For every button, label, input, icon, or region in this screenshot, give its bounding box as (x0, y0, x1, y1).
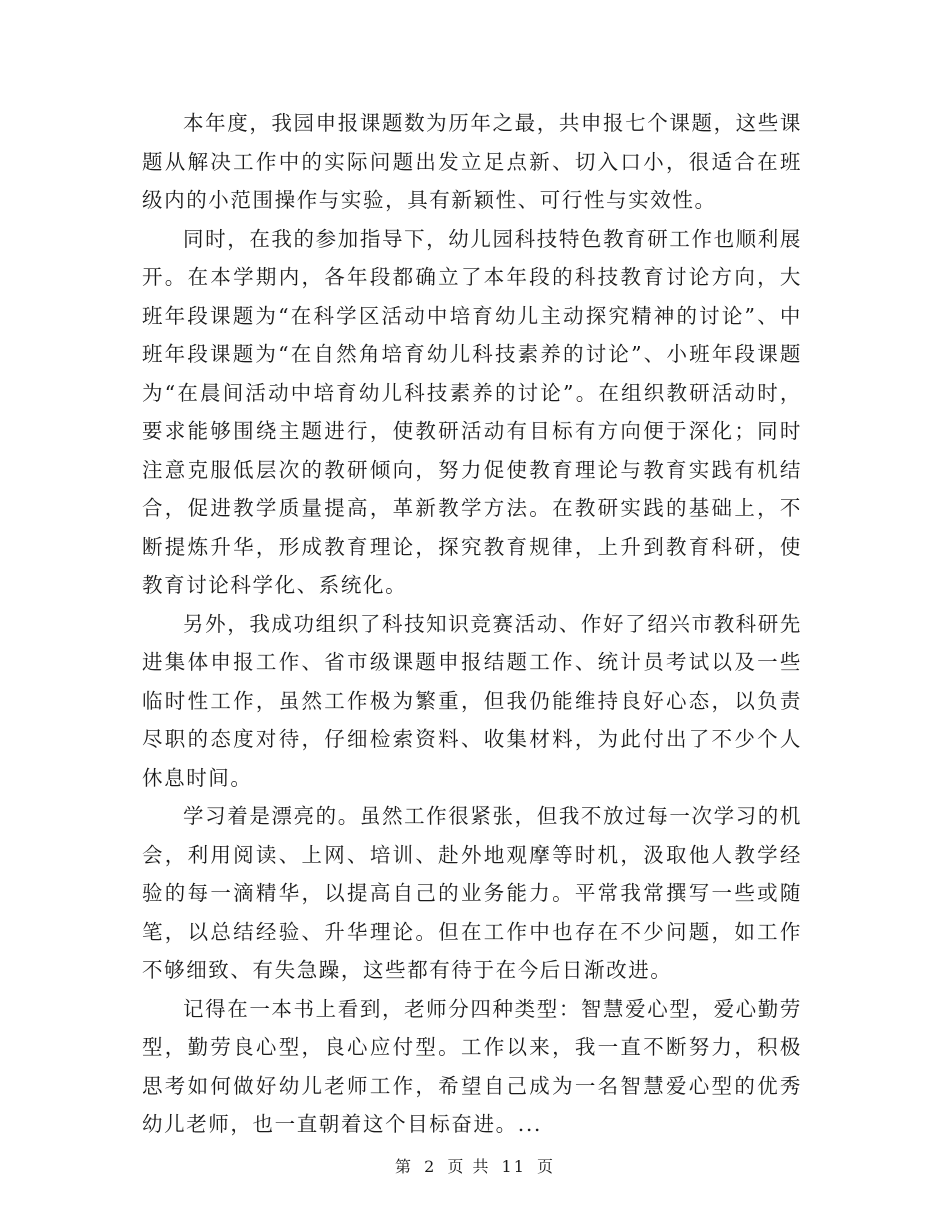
footer-total-pages: 11 (501, 1157, 526, 1176)
page-footer (0, 1154, 950, 1177)
document-body (142, 104, 802, 1144)
paragraph-5: 记得在一本书上看到，老师分四种类型：智慧爱心型，爱心勤劳型，勤劳良心型，良心应付型。工作以来，我一直不断努力，积极思考如何做好幼儿老师工作，希望自己成为一名智慧爱心型的优秀幼儿老师，也一直朝着这个目标奋进。... (142, 996, 802, 1136)
footer-prefix: 第 (394, 1157, 413, 1176)
footer-suffix: 页 (537, 1157, 556, 1176)
paragraph-3: 另外，我成功组织了科技知识竞赛活动、作好了绍兴市教科研先进集体申报工作、省市级课题申报结题工作、统计员考试以及一些临时性工作，虽然工作极为繁重，但我仍能维持良好心态，以负责尽职的态度对待，仔细检索资料、收集材料，为此付出了不少个人休息时间。 (142, 611, 802, 790)
footer-page-number: 2 (424, 1157, 437, 1176)
paragraph-4: 学习着是漂亮的。虽然工作很紧张，但我不放过每一次学习的机会，利用阅读、上网、培训、赴外地观摩等时机，汲取他人教学经验的每一滴精华，以提高自己的业务能力。平常我常撰写一些或随笔，以总结经验、升华理论。但在工作中也存在不少问题，如工作不够细致、有失急躁，这些都有待于在今后日渐改进。 (142, 804, 802, 982)
paragraph-2: 同时，在我的参加指导下，幼儿园科技特色教育研工作也顺利展开。在本学期内，各年段都确立了本年段的科技教育讨论方向，大班年段课题为“在科学区活动中培育幼儿主动探究精神的讨论”、中班年段课题为“在自然角培育幼儿科技素养的讨论”、小班年段课题为“在晨间活动中培育幼儿科技素养的讨论”。在组织教研活动时，要求能够围绕主题进行，使教研活动有目标有方向便于深化；同时注意克服低层次的教研倾向，努力促使教育理论与教育实践有机结合，促进教学质量提高，革新教学方法。在教研实践的基础上，不断提炼升华，形成教育理论，探究教育规律，上升到教育科研，使教育讨论科学化、系统化。 (142, 226, 802, 597)
footer-middle: 页 共 (447, 1157, 491, 1176)
paragraph-1: 本年度，我园申报课题数为历年之最，共申报七个课题，这些课题从解决工作中的实际问题出发立足点新、切入口小，很适合在班级内的小范围操作与实验，具有新颖性、可行性与实效性。 (142, 111, 802, 212)
